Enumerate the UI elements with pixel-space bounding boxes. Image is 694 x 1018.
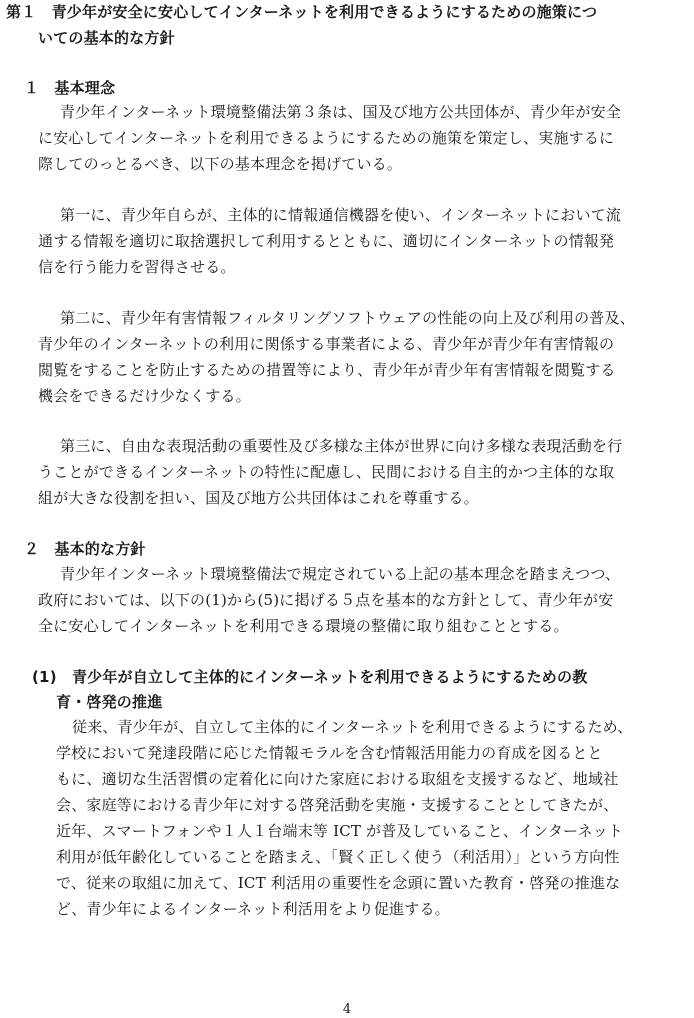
chapter-heading-line-2: いての基本的な方針	[38, 29, 175, 47]
section-1-para-2-line-3: 信を行う能力を習得させる。	[38, 258, 236, 276]
section-1-para-3-line-1: 第二に、青少年有害情報フィルタリングソフトウェアの性能の向上及び利用の普及、	[60, 309, 635, 327]
subsection-1-heading-line-2: 育・啓発の推進	[56, 693, 163, 711]
subsection-1-heading-line-1: (1) 青少年が自立して主体的にインターネットを利用できるようにするための教	[32, 668, 588, 686]
section-1-para-2-line-2: 通する情報を適切に取捨選択して利用するとともに、適切にインターネットの情報発	[38, 232, 615, 250]
subsection-1-para-line-4: 会、家庭等における青少年に対する啓発活動を実施・支援することとしてきたが、	[56, 796, 619, 814]
section-2-heading: ２ 基本的な方針	[24, 540, 146, 558]
section-1-heading: １ 基本理念	[24, 79, 116, 97]
subsection-1-para-line-5: 近年、スマートフォンや１人１台端末等 ICT が普及していること、インターネット	[56, 822, 624, 840]
subsection-1-para-line-7: で、従来の取組に加えて、ICT 利活用の重要性を念頭に置いた教育・啓発の推進な	[56, 874, 621, 892]
section-1-para-1-line-3: 際してのっとるべき、以下の基本理念を掲げている。	[38, 155, 403, 173]
section-2-para-1-line-1: 青少年インターネット環境整備法で規定されている上記の基本理念を踏まえつつ、	[60, 565, 621, 583]
subsection-1-para-line-6: 利用が低年齢化していることを踏まえ、「賢く正しく使う（利活用）」という方向性	[56, 848, 620, 866]
section-1-para-3-line-2: 青少年のインターネットの利用に関係する事業者による、青少年が青少年有害情報の	[38, 335, 615, 353]
section-1-para-4-line-1: 第三に、自由な表現活動の重要性及び多様な主体が世界に向け多様な表現活動を行	[60, 437, 623, 455]
subsection-1-para-line-2: 学校において発達段階に応じた情報モラルを含む情報活用能力の育成を図るとと	[56, 744, 603, 762]
subsection-1-para-line-3: もに、適切な生活習慣の定着化に向けた家庭における取組を支援するなど、地域社	[56, 770, 619, 788]
section-1-para-2-line-1: 第一に、青少年自らが、主体的に情報通信機器を使い、インターネットにおいて流	[60, 206, 622, 224]
section-1-para-3-line-3: 閲覧をすることを防止するための措置等により、青少年が青少年有害情報を閲覧する	[38, 361, 616, 379]
section-2-para-1-line-2: 政府においては、以下の(1)から(5)に掲げる５点を基本的な方針として、青少年が安	[38, 591, 614, 609]
subsection-1-para-line-1: 従来、青少年が、自立して主体的にインターネットを利用できるようにするため、	[72, 718, 633, 736]
section-1-para-1-line-1: 青少年インターネット環境整備法第３条は、国及び地方公共団体が、青少年が安全	[60, 103, 622, 121]
subsection-1-para-line-8: ど、青少年によるインターネット利活用をより促進する。	[56, 900, 450, 918]
page-number: 4	[342, 1002, 352, 1017]
section-1-para-3-line-4: 機会をできるだけ少なくする。	[38, 387, 251, 405]
section-1-para-4-line-3: 組が大きな役割を担い、国及び地方公共団体はこれを尊重する。	[38, 489, 479, 507]
section-2-para-1-line-3: 全に安心してインターネットを利用できる環境の整備に取り組むこととする。	[38, 617, 569, 635]
section-1-para-1-line-2: に安心してインターネットを利用できるようにするための施策を策定し、実施するに	[38, 129, 615, 147]
chapter-heading-line-1: 第１ 青少年が安全に安心してインターネットを利用できるようにするための施策につ	[6, 3, 598, 21]
section-1-para-4-line-2: うことができるインターネットの特性に配慮し、民間における自主的かつ主体的な取	[38, 463, 615, 481]
